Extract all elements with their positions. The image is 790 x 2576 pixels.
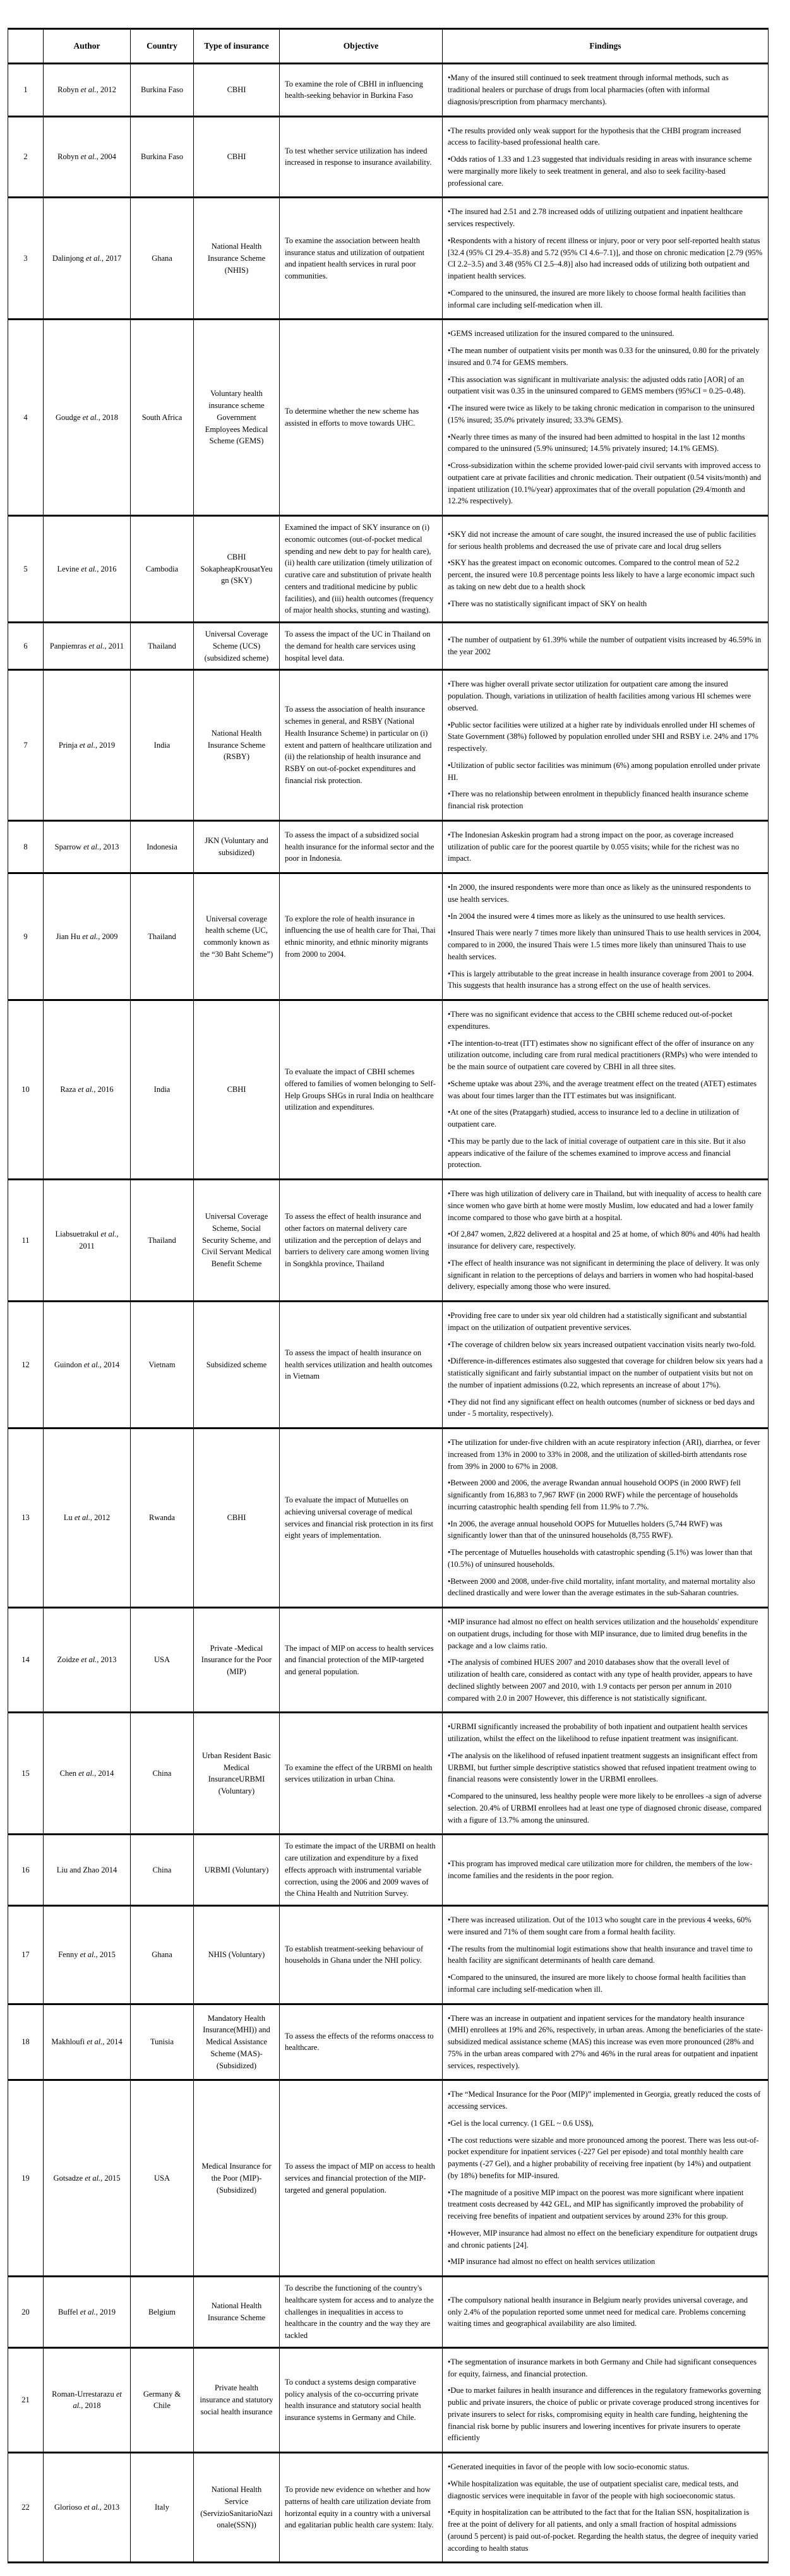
row-number-cell: 8 bbox=[8, 820, 44, 873]
objective-cell bbox=[280, 820, 443, 873]
finding-item: • There was no relationship between enrolment in thepublicly financed health insurance scheme financial risk protection bbox=[448, 788, 763, 812]
table-row bbox=[8, 1906, 769, 2004]
table-row bbox=[8, 670, 769, 821]
country-cell: Germany & Chile bbox=[131, 2347, 194, 2452]
finding-item: • This program has improved medical care utilization more for children, the members of the low-income families and the residents in the poor region. bbox=[448, 1858, 763, 1882]
country-cell: Indonesia bbox=[131, 820, 194, 873]
author-etal: et al., bbox=[81, 1655, 99, 1665]
table-row bbox=[8, 2347, 769, 2452]
row-number-cell: 21 bbox=[8, 2347, 44, 2452]
finding-item: • In 2000, the insured respondents were more than once as likely as the uninsured respondents to use health services. bbox=[448, 882, 763, 906]
objective-text: To assess the impact of MIP on access to health services and financial protection of the MIP-targeted and general population. bbox=[285, 2162, 435, 2195]
insurance-type-cell: Universal Coverage Scheme (UCS) (subsidized scheme) bbox=[194, 623, 280, 670]
finding-item: • The number of outpatient by 61.39% while the number of outpatient visits increased by 46.59% in the year 2002 bbox=[448, 634, 763, 658]
findings-cell bbox=[443, 1180, 769, 1302]
objective-text: To examine the effect of the URBMI on health services utilization in urban China. bbox=[285, 1763, 433, 1784]
row-number-cell: 4 bbox=[8, 320, 44, 516]
author-cell: Robyn et al., 2012 bbox=[44, 64, 131, 116]
objective-cell bbox=[280, 116, 443, 198]
author-cell: Chen et al., 2014 bbox=[44, 1713, 131, 1835]
studies-review-table bbox=[8, 28, 769, 2563]
finding-item: • The Indonesian Askeskin program had a strong impact on the poor, as coverage increased utilization of public care for the poorest quartile by 0.055 visits; while for the richest was no impact. bbox=[448, 829, 763, 865]
country-cell: Vietnam bbox=[131, 1302, 194, 1429]
finding-item: • MIP insurance had almost no effect on health services utilization and the households' expenditure on outpatient drugs, including for those with MIP insurance, due to limited drug benefits in the package and a low claims ratio. bbox=[448, 1616, 763, 1651]
table-row bbox=[8, 320, 769, 516]
author-cell: Sparrow et al., 2013 bbox=[44, 820, 131, 873]
author-etal: et al., bbox=[83, 2503, 102, 2512]
row-number-cell: 7 bbox=[8, 670, 44, 821]
author-cell: Goudge et al., 2018 bbox=[44, 320, 131, 516]
finding-item: • SKY has the greatest impact on economic outcomes. Compared to the control mean of 52.2 percent, the insured were 10.8 percentage points less likely to have a large economic impact such as taking on new debt due to a health shock bbox=[448, 557, 763, 592]
row-number-cell: 10 bbox=[8, 1000, 44, 1180]
finding-item: • There was high utilization of delivery care in Thailand, but with inequality of access to health care since women who gave birth at home were mostly Muslim, low educated and had a lower family income compared to those who gave birth at a hospital. bbox=[448, 1188, 763, 1223]
finding-item: • Scheme uptake was about 23%, and the average treatment effect on the treated (ATET) estimates was about four times larger than the ITT estimates but was insignificant. bbox=[448, 1078, 763, 1102]
author-cell: Dalinjong et al., 2017 bbox=[44, 198, 131, 320]
objective-cell bbox=[280, 623, 443, 670]
finding-item: • The intention-to-treat (ITT) estimates show no significant effect of the offer of insurance on any utilization outcome, including care from rural medical practitioners (RMPs) who were intended to be the main source of outpatient care covered by CBHI in all three sites. bbox=[448, 1038, 763, 1073]
author-cell: Robyn et al., 2004 bbox=[44, 116, 131, 198]
row-number-cell: 3 bbox=[8, 198, 44, 320]
finding-item: • Difference-in-differences estimates also suggested that coverage for children below six years had a statistically significant and fairly substantial impact on the number of outpatient visits but not on the number of inpatient admissions (0.22, which represents an increase of about 17%). bbox=[448, 1355, 763, 1391]
author-cell: Glorioso et al., 2013 bbox=[44, 2453, 131, 2563]
finding-item: • The analysis of combined HUES 2007 and 2010 databases show that the overall level of utilization of health care, considered as contact with any type of health provider, appears to have declined slightly between 2007 and 2010, with 1.9 contacts per person per annum in 2010 compared with 2.0 in 2007 However, this difference is not statistically significant. bbox=[448, 1656, 763, 1704]
objective-text: To assess the effects of the reforms onaccess to healthcare. bbox=[285, 2031, 434, 2052]
row-number-cell: 14 bbox=[8, 1608, 44, 1713]
objective-text: The impact of MIP on access to health services and financial protection of the MIP-targeted and general population. bbox=[285, 1643, 434, 1676]
finding-item: • The compulsory national health insurance in Belgium nearly provides universal coverage, and only 2.4% of the population reported some unmet need for medical care. Problems concerning waiting times and geographical availability are also limited. bbox=[448, 2294, 763, 2330]
column-header-author: Author bbox=[44, 29, 131, 64]
table-row bbox=[8, 116, 769, 198]
author-etal: et al., bbox=[83, 842, 102, 851]
objective-text: To assess the impact of health insurance on health services utilization and health outcomes in Vietnam bbox=[285, 1348, 433, 1381]
finding-item: • In 2004 the insured were 4 times more as likely as the uninsured to use health services. bbox=[448, 911, 763, 923]
finding-item: • Between 2000 and 2006, the average Rwandan annual household OOPS (in 2000 RWF) fell significantly from 16,883 to 7,967 RWF (in 2000 RWF) while the percentage of households incurring catastrophic health spending fell from 11.9% to 7.7%. bbox=[448, 1477, 763, 1513]
objective-cell bbox=[280, 670, 443, 821]
objective-cell bbox=[280, 873, 443, 1000]
findings-cell bbox=[443, 64, 769, 116]
objective-cell bbox=[280, 2347, 443, 2452]
finding-item: • Compared to the uninsured, the insured are more likely to choose formal health facilities than informal care including self-medication when ill. bbox=[448, 287, 763, 311]
findings-cell bbox=[443, 2004, 769, 2080]
country-cell: Ghana bbox=[131, 1906, 194, 2004]
finding-item: • Many of the insured still continued to seek treatment through informal methods, such as traditional healers or purchase of drugs from local pharmacies (often with informal diagnosis/prescription from pharmacy merchants). bbox=[448, 72, 763, 107]
table-row bbox=[8, 2004, 769, 2080]
finding-item: • There was no significant evidence that access to the CBHI scheme reduced out-of-pocket expenditures. bbox=[448, 1009, 763, 1033]
country-cell: India bbox=[131, 1000, 194, 1180]
objective-cell bbox=[280, 2004, 443, 2080]
author-etal: et al., bbox=[85, 2173, 103, 2183]
finding-item: • In 2006, the average annual household OOPS for Mutuelles holders (5,744 RWF) was significantly lower than that of the uninsured households (8,755 RWF). bbox=[448, 1518, 763, 1542]
country-cell: Ghana bbox=[131, 198, 194, 320]
row-number-cell: 2 bbox=[8, 116, 44, 198]
finding-item: • This is largely attributable to the great increase in health insurance coverage from 2001 to 2004. This suggests that health insurance has a strong effect on the use of health services. bbox=[448, 968, 763, 992]
table-row bbox=[8, 1302, 769, 1429]
author-etal: et al., bbox=[80, 2307, 98, 2316]
finding-item: • The results from the multinomial logit estimations show that health insurance and travel time to health facility are significant determinants of health care demand. bbox=[448, 1943, 763, 1967]
author-cell: Liabsuetrakul et al., 2011 bbox=[44, 1180, 131, 1302]
finding-item: • Insured Thais were nearly 7 times more likely than uninsured Thais to use health services in 2004, compared to in 2000, the insured Thais were 1.5 times more likely than uninsured Thais to use health services. bbox=[448, 927, 763, 962]
table-row bbox=[8, 198, 769, 320]
objective-cell bbox=[280, 1835, 443, 1906]
findings-cell bbox=[443, 198, 769, 320]
findings-cell bbox=[443, 2347, 769, 2452]
objective-text: To estimate the impact of the URBMI on health care utilization and expenditure by a fixed effects approach with instrumental variable correction, using the 2006 and 2009 waves of the China Health and Nutrition Survey. bbox=[285, 1842, 436, 1898]
row-number-cell: 15 bbox=[8, 1713, 44, 1835]
objective-text: To assess the association of health insurance schemes in general, and RSBY (National Health Insurance Scheme) in particular on (i) extent and pattern of healthcare utilization and (ii) the relationship of health insurance and RSBY on out-of-pocket expenditures and financial risk protection. bbox=[285, 705, 432, 785]
table-row bbox=[8, 2453, 769, 2563]
finding-item: • Equity in hospitalization can be attributed to the fact that for the Italian SSN, hospitalization is free at the point of delivery for all patients, and only a small fraction of hospital admissions (around 5 percent) is paid out-of-pocket. Regarding the health status, the degree of inequity varied according to health status bbox=[448, 2507, 763, 2554]
insurance-type-cell: CBHI bbox=[194, 64, 280, 116]
author-etal: et al., bbox=[80, 152, 99, 161]
finding-item: • The insured were twice as likely to be taking chronic medication in comparison to the uninsured (15% insured; 35.0% privately insured; 33.3% GEMS). bbox=[448, 402, 763, 426]
finding-item: • They did not find any significant effect on health outcomes (number of sickness or bed days and under - 5 mortality, respectively). bbox=[448, 1396, 763, 1420]
finding-item: • The segmentation of insurance markets in both Germany and Chile had significant consequences for equity, fairness, and financial protection. bbox=[448, 2356, 763, 2380]
insurance-type-cell: National Health Insurance Scheme (RSBY) bbox=[194, 670, 280, 821]
author-etal: et al., bbox=[78, 1768, 97, 1778]
findings-cell bbox=[443, 2080, 769, 2277]
table-row bbox=[8, 2080, 769, 2277]
insurance-type-cell: JKN (Voluntary and subsidized) bbox=[194, 820, 280, 873]
findings-cell bbox=[443, 116, 769, 198]
objective-cell bbox=[280, 1906, 443, 2004]
findings-cell bbox=[443, 1835, 769, 1906]
row-number-cell: 5 bbox=[8, 516, 44, 623]
country-cell: Thailand bbox=[131, 873, 194, 1000]
finding-item: • Of 2,847 women, 2,822 delivered at a hospital and 25 at home, of which 80% and 40% had health insurance for delivery care, respectively. bbox=[448, 1228, 763, 1252]
finding-item: • The coverage of children below six years increased outpatient vaccination visits nearly two-fold. bbox=[448, 1339, 763, 1351]
finding-item: • Utilization of public sector facilities was minimum (6%) among population enrolled under private HI. bbox=[448, 760, 763, 784]
finding-item: • Compared to the uninsured, the insured are more likely to choose formal health facilities than informal care including self-medication when ill. bbox=[448, 1972, 763, 1996]
author-etal: et al., bbox=[88, 641, 107, 650]
author-cell: Gotsadze et al., 2015 bbox=[44, 2080, 131, 2277]
finding-item: • MIP insurance had almost no effect on health services utilization bbox=[448, 2256, 763, 2268]
finding-item: • While hospitalization was equitable, the use of outpatient specialist care, medical tests, and diagnostic services were inequitable in favor of the people with high socioeconomic status. bbox=[448, 2478, 763, 2502]
findings-cell bbox=[443, 1000, 769, 1180]
finding-item: • Generated inequities in favor of the people with low socio-economic status. bbox=[448, 2461, 763, 2473]
country-cell: Burkina Faso bbox=[131, 116, 194, 198]
finding-item: • This may be partly due to the lack of initial coverage of outpatient care in this site. But it also appears indicative of the failure of the schemes examined to improve access and financial protection. bbox=[448, 1135, 763, 1171]
findings-cell bbox=[443, 623, 769, 670]
table-row bbox=[8, 820, 769, 873]
row-number-cell: 6 bbox=[8, 623, 44, 670]
country-cell: Thailand bbox=[131, 1180, 194, 1302]
objective-cell bbox=[280, 198, 443, 320]
table-row bbox=[8, 1180, 769, 1302]
finding-item: • Providing free care to under six year old children had a statistically significant and substantial impact on the utilization of outpatient preventive services. bbox=[448, 1310, 763, 1334]
country-cell: China bbox=[131, 1713, 194, 1835]
table-row bbox=[8, 1000, 769, 1180]
author-cell: Jian Hu et al., 2009 bbox=[44, 873, 131, 1000]
objective-cell bbox=[280, 2277, 443, 2348]
objective-cell bbox=[280, 1429, 443, 1608]
header-row bbox=[8, 29, 769, 64]
row-number-cell: 19 bbox=[8, 2080, 44, 2277]
finding-item: • There was higher overall private sector utilization for outpatient care among the insured population. Though, variations in utilization of health facilities among various HI schemes were observed. bbox=[448, 678, 763, 714]
finding-item: • This association was significant in multivariate analysis: the adjusted odds ratio [AOR] of an outpatient visit was 0.35 in the uninsured compared to GEMS members (95%CI = 0.25–0.48). bbox=[448, 374, 763, 398]
findings-cell bbox=[443, 1906, 769, 2004]
country-cell: Burkina Faso bbox=[131, 64, 194, 116]
findings-cell bbox=[443, 320, 769, 516]
finding-item: • Respondents with a history of recent illness or injury, poor or very poor self-reported health status [32.4 (95% CI 29.4–35.8) and 5.72 (95% CI 4.6–7.1)], and those on chronic medication [2.79 (95% CI 2.2–3.5) and 3.48 (95% CI 2.5–4.8)] also had increased odds of utilizing both outpatient and inpatient health services. bbox=[448, 235, 763, 282]
objective-text: To determine whether the new scheme has assisted in efforts to move towards UHC. bbox=[285, 407, 419, 428]
objective-text: To establish treatment-seeking behaviour of households in Ghana under the NHI policy. bbox=[285, 1944, 424, 1965]
author-etal: et al., bbox=[82, 412, 100, 422]
column-header-findings: Findings bbox=[443, 29, 769, 64]
objective-text: To examine the association between health insurance status and utilization of outpatient and inpatient health services in rural poor communities. bbox=[285, 236, 425, 280]
insurance-type-cell: CBHI bbox=[194, 1429, 280, 1608]
finding-item: • There was increased utilization. Out of the 1013 who sought care in the previous 4 weeks, 60% were insured and 71% of them sought care from a formal health facility. bbox=[448, 1914, 763, 1938]
finding-item: • The insured had 2.51 and 2.78 increased odds of utilizing outpatient and inpatient healthcare services respectively. bbox=[448, 206, 763, 230]
author-etal: et al., bbox=[81, 564, 99, 573]
objective-cell bbox=[280, 320, 443, 516]
finding-item: • Odds ratios of 1.33 and 1.23 suggested that individuals residing in areas with insurance scheme were marginally more likely to seek treatment in general, and also to seek facility-based professional care. bbox=[448, 153, 763, 189]
objective-cell bbox=[280, 64, 443, 116]
author-cell: Fenny et al., 2015 bbox=[44, 1906, 131, 2004]
finding-item: • The effect of health insurance was not significant in determining the place of delivery. It was only significant in relation to the perceptions of delays and barriers in women who had hospital-based delivery, especially among those who were insured. bbox=[448, 1257, 763, 1293]
finding-item: • The percentage of Mutuelles households with catastrophic spending (5.1%) was lower than that (10.5%) of uninsured households. bbox=[448, 1547, 763, 1571]
table-row bbox=[8, 64, 769, 116]
findings-cell bbox=[443, 1713, 769, 1835]
finding-item: • Cross-subsidization within the scheme provided lower-paid civil servants with improved access to outpatient care at private facilities and chronic medication. Their outpatient (0.54 visits/month) and inpatient utilization (10.1%/year) approximates that of the overall population (29.4/month and 12.2% respectively). bbox=[448, 460, 763, 507]
insurance-type-cell: Mandatory Health Insurance(MHI)) and Medical Assistance Scheme (MAS)-(Subsidized) bbox=[194, 2004, 280, 2080]
column-header-country: Country bbox=[131, 29, 194, 64]
findings-cell bbox=[443, 2277, 769, 2348]
author-cell: Buffel et al., 2019 bbox=[44, 2277, 131, 2348]
insurance-type-cell: Universal Coverage Scheme, Social Security Scheme, and Civil Servant Medical Benefit Scheme bbox=[194, 1180, 280, 1302]
row-number-cell: 18 bbox=[8, 2004, 44, 2080]
finding-item: • The mean number of outpatient visits per month was 0.33 for the uninsured, 0.80 for the privately insured and 0.74 for GEMS members. bbox=[448, 345, 763, 369]
row-number-cell: 13 bbox=[8, 1429, 44, 1608]
table-row bbox=[8, 1429, 769, 1608]
table-row bbox=[8, 2277, 769, 2348]
objective-text: To assess the effect of health insurance and other factors on maternal delivery care utilization and the perception of delays and barriers to delivery care among women living in Songkhla province, Thailand bbox=[285, 1212, 429, 1269]
finding-item: • However, MIP insurance had almost no effect on the beneficiary expenditure for outpatient drugs and chronic patients [24]. bbox=[448, 2227, 763, 2251]
insurance-type-cell: Private health insurance and statutory social health insurance bbox=[194, 2347, 280, 2452]
author-cell: Liu and Zhao 2014 bbox=[44, 1835, 131, 1906]
finding-item: • The utilization for under-five children with an acute respiratory infection (ARI), diarrhea, or fever increased from 13% in 2000 to 33% in 2008, and the utilization of skilled-birth attendants rose from 39% in 2000 to 67% in 2008. bbox=[448, 1437, 763, 1472]
table-header bbox=[8, 29, 769, 64]
insurance-type-cell: National Health Insurance Scheme (NHIS) bbox=[194, 198, 280, 320]
table-row bbox=[8, 1835, 769, 1906]
objective-cell bbox=[280, 516, 443, 623]
objective-text: To conduct a systems design comparative policy analysis of the co-occurring private health insurance and statutory social health insurance systems in Germany and Chile. bbox=[285, 2377, 421, 2423]
objective-cell bbox=[280, 2080, 443, 2277]
row-number-cell: 16 bbox=[8, 1835, 44, 1906]
findings-cell bbox=[443, 516, 769, 623]
author-etal: et al., bbox=[73, 2389, 122, 2411]
finding-item: • Due to market failures in health insurance and differences in the regulatory frameworks governing public and private insurers, the choice of public or private coverage produced strong incentives for private insurers to select for risks, compromising equity in health care funding, heightening the financial risk borne by public insurers and lowering incentives for private insurers to operate efficiently bbox=[448, 2385, 763, 2444]
finding-item: • There was no statistically significant impact of SKY on health bbox=[448, 598, 763, 610]
finding-item: • Nearly three times as many of the insured had been admitted to hospital in the last 12 months compared to the uninsured (5.9% uninsured; 14.5% privately insured; 14.1% GEMS). bbox=[448, 431, 763, 455]
table-body bbox=[8, 64, 769, 2563]
table-row bbox=[8, 1608, 769, 1713]
row-number-cell: 20 bbox=[8, 2277, 44, 2348]
author-cell: Levine et al., 2016 bbox=[44, 516, 131, 623]
column-header-number bbox=[8, 29, 44, 64]
objective-cell bbox=[280, 1302, 443, 1429]
objective-text: To examine the role of CBHI in influencing health-seeking behavior in Burkina Faso bbox=[285, 79, 423, 100]
table-row bbox=[8, 1713, 769, 1835]
finding-item: • The results provided only weak support for the hypothesis that the CHBI program increased access to facility-based professional health care. bbox=[448, 125, 763, 149]
objective-cell bbox=[280, 1713, 443, 1835]
objective-cell bbox=[280, 1180, 443, 1302]
row-number-cell: 17 bbox=[8, 1906, 44, 2004]
findings-cell bbox=[443, 1608, 769, 1713]
objective-text: To describe the functioning of the country's healthcare system for access and to analyze the challenges in inequalities in access to healthcare in the country and the way they are tackled bbox=[285, 2284, 434, 2340]
objective-cell bbox=[280, 1000, 443, 1180]
row-number-cell: 22 bbox=[8, 2453, 44, 2563]
column-header-insurance-type: Type of insurance bbox=[194, 29, 280, 64]
author-etal: et al., bbox=[80, 85, 99, 94]
insurance-type-cell: Medical Insurance for the Poor (MIP)-(Subsidized) bbox=[194, 2080, 280, 2277]
findings-cell bbox=[443, 1429, 769, 1608]
finding-item: • Between 2000 and 2008, under-five child mortality, infant mortality, and maternal mortality also declined drastically and were lower than the average estimates in the sub-Saharan countries. bbox=[448, 1576, 763, 1600]
author-etal: et al., bbox=[78, 1085, 96, 1094]
finding-item: • The analysis on the likelihood of refused inpatient treatment suggests an insignificant effect from URBMI, but further simple descriptive statistics showed that refused inpatient treatment owing to financial reasons were consistently lower in the URBMI enrollees. bbox=[448, 1750, 763, 1785]
country-cell: Rwanda bbox=[131, 1429, 194, 1608]
insurance-type-cell: CBHI bbox=[194, 116, 280, 198]
author-cell: Prinja et al., 2019 bbox=[44, 670, 131, 821]
objective-text: To evaluate the impact of Mutuelles on achieving universal coverage of medical services and financial risk protection in its first eight years of implementation. bbox=[285, 1495, 434, 1540]
country-cell: India bbox=[131, 670, 194, 821]
insurance-type-cell: Universal coverage health scheme (UC, commonly known as the “30 Baht Scheme”) bbox=[194, 873, 280, 1000]
objective-text: To assess the impact of the UC in Thailand on the demand for health care services using hospital level data. bbox=[285, 630, 431, 662]
author-cell: Raza et al., 2016 bbox=[44, 1000, 131, 1180]
objective-text: To evaluate the impact of CBHI schemes offered to families of women belonging to Self-Help Groups SHGs in rural India on healthcare utilization and expenditures. bbox=[285, 1067, 436, 1112]
insurance-type-cell: Private -Medical Insurance for the Poor (MIP) bbox=[194, 1608, 280, 1713]
author-etal: et al., bbox=[85, 253, 104, 263]
insurance-type-cell: Urban Resident Basic Medical InsuranceURBMI (Voluntary) bbox=[194, 1713, 280, 1835]
author-cell: Zoidze et al., 2013 bbox=[44, 1608, 131, 1713]
objective-text: Examined the impact of SKY insurance on (i) economic outcomes (out-of-pocket medical spending and new debt to pay for health care), (ii) health care utilization (timely utilization of curative care and substitution of private health centers and traditional medicine by public facilities), and (iii) health outcomes (frequency of major health shocks, stunting and wasting). bbox=[285, 523, 434, 615]
finding-item: • Compared to the uninsured, less healthy people were more likely to be enrollees -a sign of adverse selection. 20.4% of URBMI enrollees had at least one type of diagnosed chronic disease, compared with a figure of 13.7% among the uninsured. bbox=[448, 1790, 763, 1826]
insurance-type-cell: National Health Service (ServizioSanitarioNazionale(SSN)) bbox=[194, 2453, 280, 2563]
row-number-cell: 1 bbox=[8, 64, 44, 116]
author-cell: Makhloufi et al., 2014 bbox=[44, 2004, 131, 2080]
findings-cell bbox=[443, 670, 769, 821]
author-etal: et al., bbox=[79, 740, 97, 750]
objective-text: To provide new evidence on whether and how patterns of health care utilization deviate from horizontal equity in a country with a universal and egalitarian public health care system: Italy. bbox=[285, 2485, 434, 2530]
objective-text: To assess the impact of a subsidized social health insurance for the informal sector and the poor in Indonesia. bbox=[285, 830, 434, 863]
finding-item: • GEMS increased utilization for the insured compared to the uninsured. bbox=[448, 328, 763, 340]
finding-item: • SKY did not increase the amount of care sought, the insured increased the use of public facilities for serious health problems and decreased the use of private care and local drug sellers bbox=[448, 529, 763, 553]
insurance-type-cell: CBHI SokapheapKrousatYeugn (SKY) bbox=[194, 516, 280, 623]
objective-text: To test whether service utilization has indeed increased in response to insurance availability. bbox=[285, 146, 432, 167]
table-row bbox=[8, 623, 769, 670]
insurance-type-cell: Voluntary health insurance scheme Government Employees Medical Scheme (GEMS) bbox=[194, 320, 280, 516]
author-etal: et al., bbox=[74, 1513, 92, 1523]
finding-item: • Public sector facilities were utilized at a higher rate by individuals enrolled under HI schemes of State Government (38%) followed by population enrolled under SHI and RSBY i.e. 24% and 17% respectively. bbox=[448, 719, 763, 755]
author-cell: Lu et al., 2012 bbox=[44, 1429, 131, 1608]
insurance-type-cell: CBHI bbox=[194, 1000, 280, 1180]
finding-item: • The “Medical Insurance for the Poor (MIP)” implemented in Georgia, greatly reduced the costs of accessing services. bbox=[448, 2088, 763, 2112]
finding-item: • The cost reductions were sizable and more pronounced among the poorest. There was less out-of-pocket expenditure for inpatient services (-227 Gel per episode) and total monthly health care payments (-27 Gel), and a higher probability of receiving free inpatient (by 14%) and outpatient (by 18%) benefits for MIP-insured. bbox=[448, 2135, 763, 2182]
finding-item: • URBMI significantly increased the probability of both inpatient and outpatient health services utilization, whilst the effect on the likelihood to refuse inpatient treatment was insignificant. bbox=[448, 1721, 763, 1745]
finding-item: • At one of the sites (Pratapgarh) studied, access to insurance led to a decline in utilization of outpatient care. bbox=[448, 1106, 763, 1130]
finding-item: • There was an increase in outpatient and inpatient services for the mandatory health insurance (MHI) enrollees at 19% and 26%, respectively, in urban areas. Among the beneficiaries of the state-subsidized medical assistance scheme (MAS) this increase was even more pronounced (28% and 75% in the urban areas compared with 27% and 46% in the rural areas for outpatient and inpatient services, respectively). bbox=[448, 2013, 763, 2072]
country-cell: Cambodia bbox=[131, 516, 194, 623]
country-cell: Italy bbox=[131, 2453, 194, 2563]
country-cell: China bbox=[131, 1835, 194, 1906]
row-number-cell: 12 bbox=[8, 1302, 44, 1429]
finding-item: • Gel is the local currency. (1 GEL ~ 0.6 US$), bbox=[448, 2118, 763, 2130]
country-cell: South Africa bbox=[131, 320, 194, 516]
table-row bbox=[8, 516, 769, 623]
country-cell: Thailand bbox=[131, 623, 194, 670]
row-number-cell: 11 bbox=[8, 1180, 44, 1302]
row-number-cell: 9 bbox=[8, 873, 44, 1000]
country-cell: Tunisia bbox=[131, 2004, 194, 2080]
objective-cell bbox=[280, 1608, 443, 1713]
author-etal: et al., bbox=[80, 1950, 98, 1959]
insurance-type-cell: National Health Insurance Scheme bbox=[194, 2277, 280, 2348]
findings-cell bbox=[443, 873, 769, 1000]
table-row bbox=[8, 873, 769, 1000]
objective-cell bbox=[280, 2453, 443, 2563]
findings-cell bbox=[443, 1302, 769, 1429]
author-cell: Guindon et al., 2014 bbox=[44, 1302, 131, 1429]
author-etal: et al., bbox=[83, 1360, 102, 1369]
country-cell: USA bbox=[131, 2080, 194, 2277]
insurance-type-cell: NHIS (Voluntary) bbox=[194, 1906, 280, 2004]
finding-item: • The magnitude of a positive MIP impact on the poorest was more significant where inpatient treatment costs decreased by 442 GEL, and MIP has significantly improved the probability of receiving free benefits of inpatient and outpatient services by around 23% for this group. bbox=[448, 2187, 763, 2222]
country-cell: USA bbox=[131, 1608, 194, 1713]
insurance-type-cell: Subsidized scheme bbox=[194, 1302, 280, 1429]
author-etal: et al., bbox=[82, 932, 100, 941]
column-header-objective: Objective bbox=[280, 29, 443, 64]
author-etal: et al., bbox=[100, 1230, 119, 1239]
findings-cell bbox=[443, 820, 769, 873]
country-cell: Belgium bbox=[131, 2277, 194, 2348]
findings-cell bbox=[443, 2453, 769, 2563]
author-cell: Panpiemras et al., 2011 bbox=[44, 623, 131, 670]
objective-text: To explore the role of health insurance in influencing the use of health care for Thai, Thai ethnic minority, and ethnic minority migrants from 2000 to 2004. bbox=[285, 914, 436, 959]
author-etal: et al., bbox=[87, 2037, 105, 2046]
author-cell: Roman-Urrestarazu et al., 2018 bbox=[44, 2347, 131, 2452]
insurance-type-cell: URBMI (Voluntary) bbox=[194, 1835, 280, 1906]
